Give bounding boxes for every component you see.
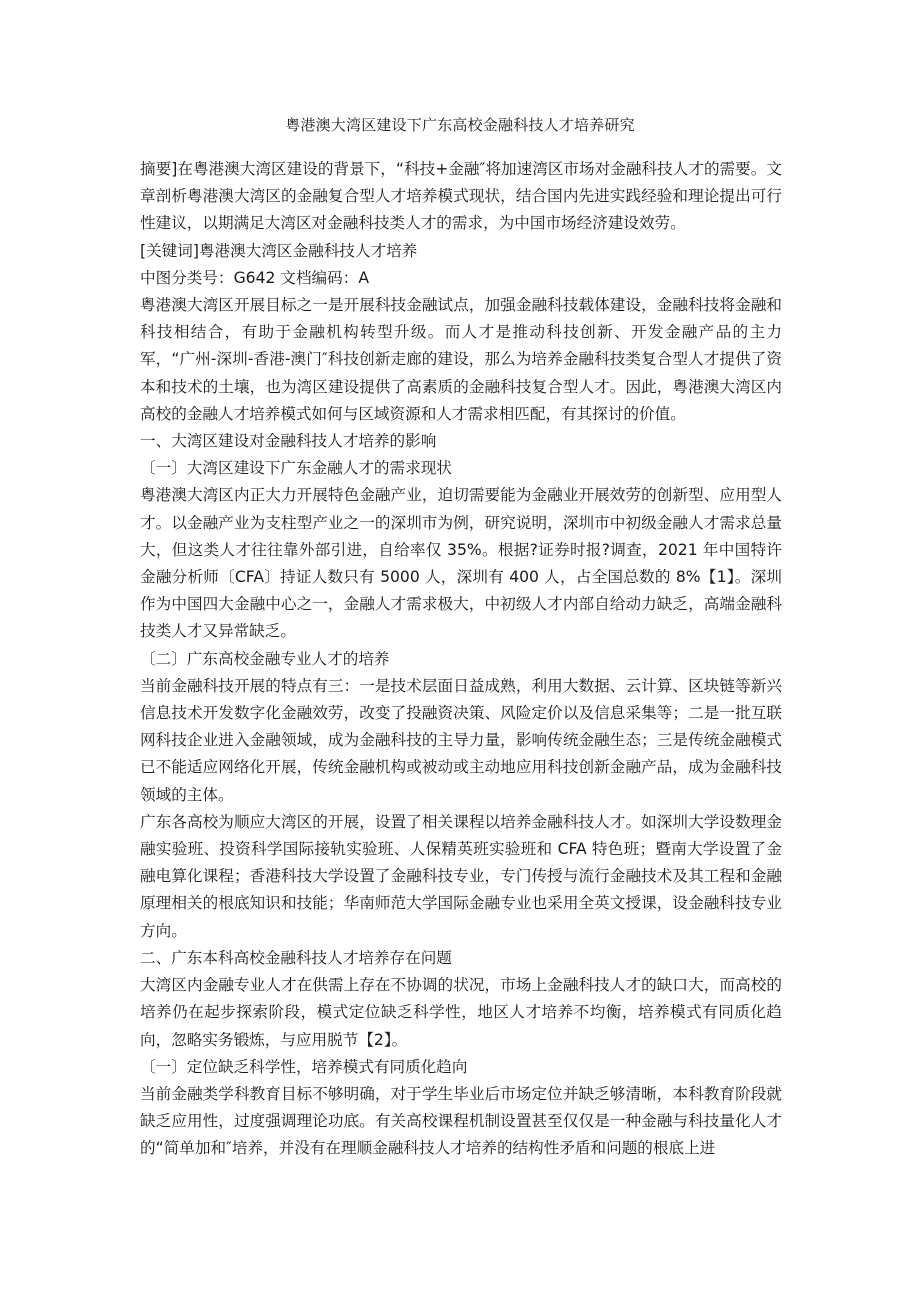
- abstract-paragraph: 摘要]在粤港澳大湾区建设的背景下，“科技+金融″将加速湾区市场对金融科技人才的需要。文章剖析粤港澳大湾区的金融复合型人才培养模式现状，结合国内先进实践经验和理论提出可行性建议，以期满足大湾区对金融科技类人才的需求，为中国市场经济建设效劳。: [140, 160, 782, 233]
- body-paragraph: 大湾区内金融专业人才在供需上存在不协调的状况，市场上金融科技人才的缺口大，而高校的培养仍在起步探索阶段，模式定位缺乏科学性，地区人才培养不均衡，培养模式有同质化趋向，忽略实务锻炼，与应用脱节【2】。: [140, 976, 782, 1049]
- document-body: [140, 156, 782, 1163]
- section-heading-1: 一、大湾区建设对金融科技人才培养的影响: [140, 432, 437, 451]
- body-paragraph: 当前金融科技开展的特点有三：一是技术层面日益成熟，利用大数据、云计算、区块链等新兴信息技术开发数字化金融效劳，改变了投融资决策、风险定价以及信息采集等；二是一批互联网科技企业进入金融领域，成为金融科技的主导力量，影响传统金融生态；三是传统金融模式已不能适应网络化开展，传统金融机构或被动或主动地应用科技创新金融产品，成为金融科技领域的主体。: [140, 676, 782, 804]
- body-paragraph: 当前金融类学科教育目标不够明确，对于学生毕业后市场定位并缺乏够清晰，本科教育阶段就缺乏应用性，过度强调理论功底。有关高校课程机制设置甚至仅仅是一种金融与科技量化人才的“简单加和″培养，并没有在理顺金融科技人才培养的结构性矛盾和问题的根底上进: [140, 1084, 782, 1158]
- classification-line: 中图分类号：G642 文档编码：A: [140, 268, 370, 287]
- subsection-heading-2-1: 〔一〕定位缺乏科学性，培养模式有同质化趋向: [140, 1057, 468, 1076]
- keywords-line: [关键词]粤港澳大湾区金融科技人才培养: [140, 241, 418, 260]
- body-paragraph: 广东各高校为顺应大湾区的开展，设置了相关课程以培养金融科技人才。如深圳大学设数理金融实验班、投资科学国际接轨实验班、人保精英班实验班和 CFA 特色班；暨南大学设置了金融电算化课程；香港科技大学设置了金融科技专业，专门传授与流行金融技术及其工程和金融原理相关的根底知识和技能；华南师范大学国际金融专业也采用全英文授课，设金融科技专业方向。: [140, 812, 782, 940]
- subsection-heading-1-1: 〔一〕大湾区建设下广东金融人才的需求现状: [140, 459, 452, 478]
- intro-paragraph: 粤港澳大湾区开展目标之一是开展科技金融试点，加强金融科技载体建设，金融科技将金融和科技相结合，有助于金融机构转型升级。而人才是推动科技创新、开发金融产品的主力军，“广州-深圳-香港-澳门″科技创新走廊的建设，那么为培养金融科技类复合型人才提供了资本和技术的土壤，也为湾区建设提供了高素质的金融科技复合型人才。因此，粤港澳大湾区内高校的金融人才培养模式如何与区域资源和人才需求相匹配，有其探讨的价值。: [140, 296, 782, 423]
- body-paragraph: 粤港澳大湾区内正大力开展特色金融产业，迫切需要能为金融业开展效劳的创新型、应用型人才。以金融产业为支柱型产业之一的深圳市为例，研究说明，深圳市中初级金融人才需求总量大，但这类人才往往靠外部引进，自给率仅 35%。根据?证券时报?调查，2021 年中国特许金融分析师〔CFA〕持证人数只有 5000 人，深圳有 400 人，占全国总数的 8%【1】。深圳作为中国四大金融中心之一，金融人才需求极大，中初级人才内部自给动力缺乏，高端金融科技类人才又异常缺乏。: [140, 486, 782, 641]
- document-title: 粤港澳大湾区建设下广东高校金融科技人才培养研究: [285, 116, 635, 134]
- section-heading-2: 二、广东本科高校金融科技人才培养存在问题: [140, 948, 452, 967]
- subsection-heading-1-2: 〔二〕广东高校金融专业人才的培养: [140, 649, 390, 668]
